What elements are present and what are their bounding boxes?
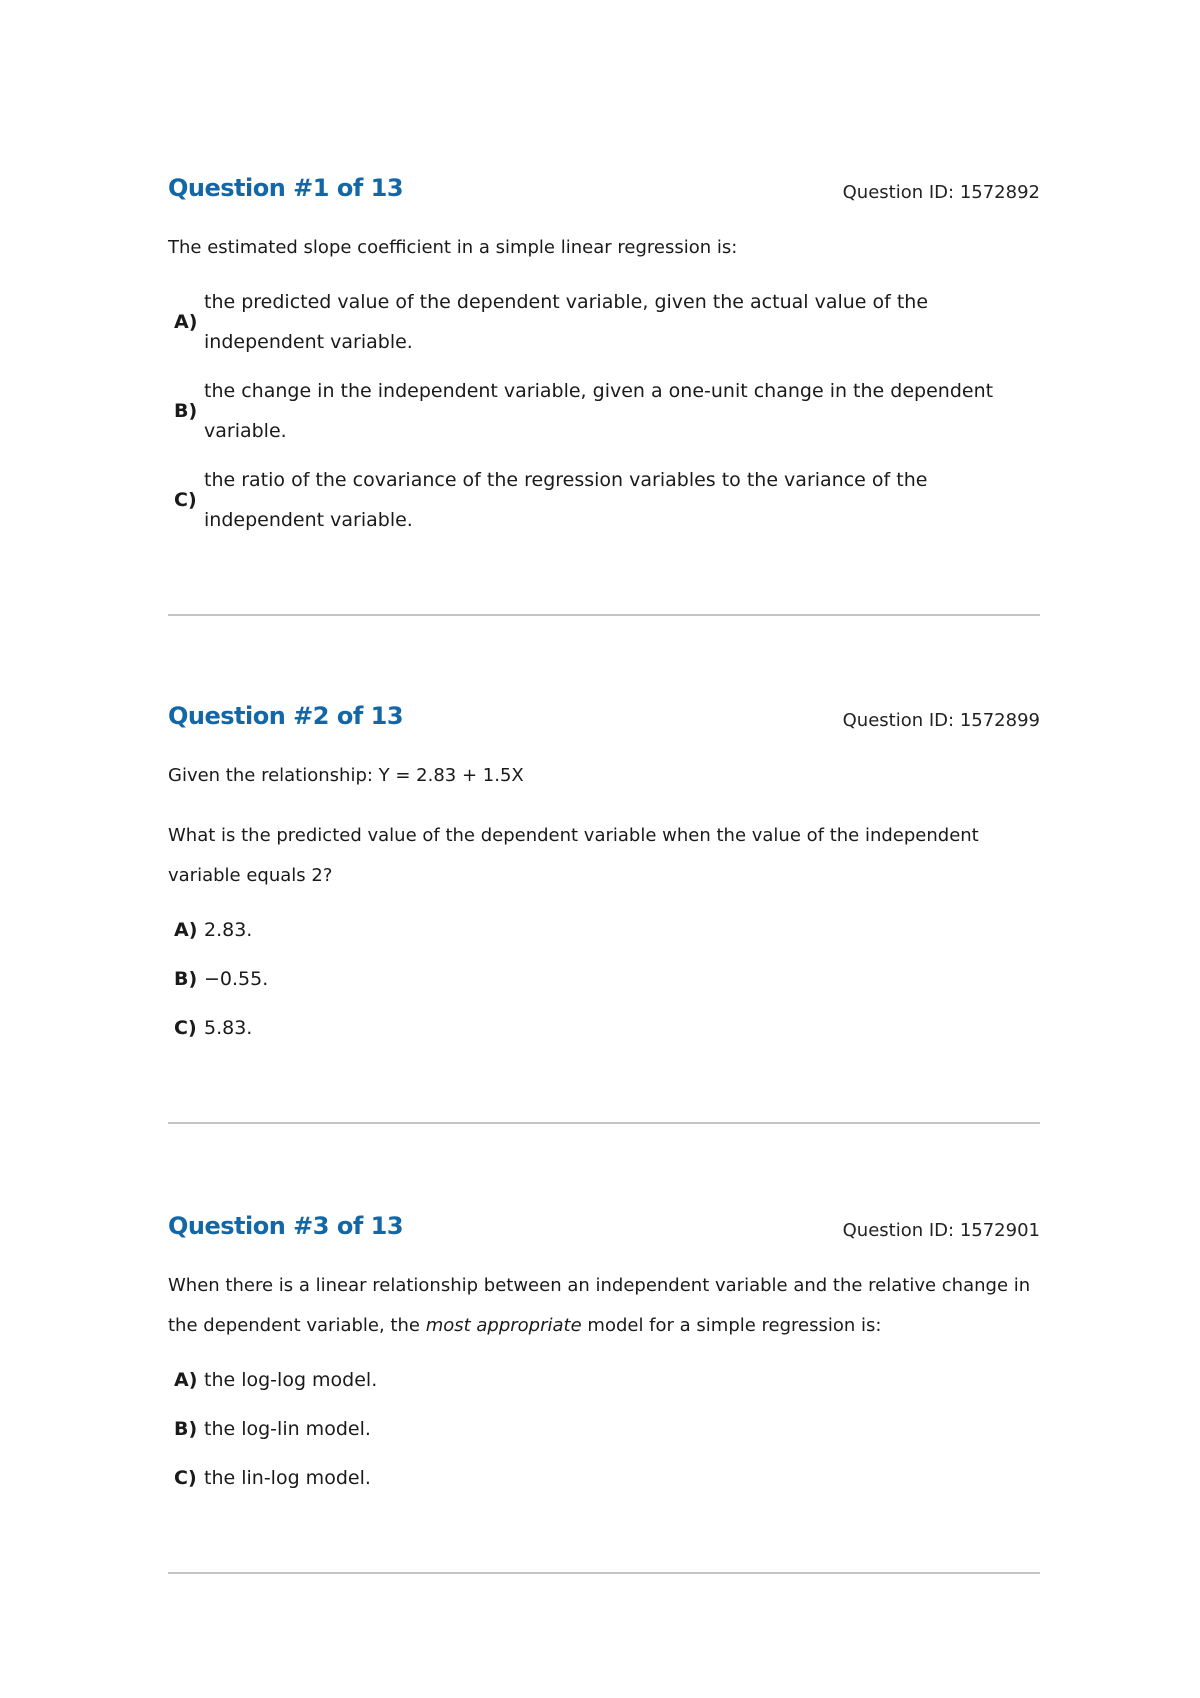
answer-options bbox=[168, 282, 1040, 540]
question-id: Question ID: 1572899 bbox=[842, 710, 1040, 731]
question-2 bbox=[168, 702, 1040, 1057]
section-divider bbox=[168, 614, 1040, 616]
question-1 bbox=[168, 174, 1040, 549]
question-title: Question #3 of 13 bbox=[168, 1212, 404, 1240]
question-title: Question #2 of 13 bbox=[168, 702, 404, 730]
question-title: Question #1 of 13 bbox=[168, 174, 404, 202]
question-text: The estimated slope coefficient in a simple linear regression is: bbox=[168, 237, 738, 258]
option-letter: A) bbox=[174, 919, 198, 941]
option-letter: B) bbox=[174, 968, 198, 990]
option-b[interactable] bbox=[168, 1409, 1040, 1449]
section-divider bbox=[168, 1122, 1040, 1124]
option-letter: C) bbox=[174, 1467, 197, 1489]
option-text: the change in the independent variable, given a one-unit change in the dependent variable. bbox=[204, 380, 994, 442]
question-text bbox=[168, 1266, 1040, 1346]
option-text: 5.83. bbox=[204, 1017, 253, 1039]
option-letter: A) bbox=[174, 1369, 198, 1391]
emphasis-text: most appropriate bbox=[425, 1315, 582, 1336]
question-id: Question ID: 1572892 bbox=[842, 182, 1040, 203]
option-b[interactable] bbox=[168, 371, 1040, 451]
option-c[interactable] bbox=[168, 1008, 1040, 1048]
option-text: the predicted value of the dependent variable, given the actual value of the independent variable. bbox=[204, 291, 929, 353]
question-3 bbox=[168, 1212, 1040, 1507]
question-text-part: model for a simple regression is: bbox=[581, 1315, 882, 1336]
option-letter: C) bbox=[174, 1017, 197, 1039]
option-a[interactable] bbox=[168, 910, 1040, 950]
question-id: Question ID: 1572901 bbox=[842, 1220, 1040, 1241]
answer-options bbox=[168, 1360, 1040, 1498]
option-text: 2.83. bbox=[204, 919, 253, 941]
option-text: the log-lin model. bbox=[204, 1418, 371, 1440]
option-text: the lin-log model. bbox=[204, 1467, 371, 1489]
option-text: −0.55. bbox=[204, 968, 269, 990]
option-letter: B) bbox=[174, 1418, 198, 1440]
option-letter: B) bbox=[174, 400, 198, 422]
option-text: the log-log model. bbox=[204, 1369, 378, 1391]
question-text: Given the relationship: Y = 2.83 + 1.5X bbox=[168, 765, 524, 786]
option-a[interactable] bbox=[168, 1360, 1040, 1400]
section-divider bbox=[168, 1572, 1040, 1574]
answer-options bbox=[168, 910, 1040, 1048]
question-text-part: When there is a linear relationship between an independent variable and the relative change in the dependent variable, the bbox=[168, 1275, 1031, 1336]
option-c[interactable] bbox=[168, 1458, 1040, 1498]
option-letter: A) bbox=[174, 311, 198, 333]
option-b[interactable] bbox=[168, 959, 1040, 999]
question-header bbox=[168, 1212, 1040, 1252]
option-c[interactable] bbox=[168, 460, 1040, 540]
option-text: the ratio of the covariance of the regression variables to the variance of the independent variable. bbox=[204, 469, 928, 531]
question-header bbox=[168, 174, 1040, 214]
option-a[interactable] bbox=[168, 282, 1040, 362]
question-text-2: What is the predicted value of the dependent variable when the value of the independent variable equals 2? bbox=[168, 825, 979, 886]
question-header bbox=[168, 702, 1040, 742]
option-letter: C) bbox=[174, 489, 197, 511]
